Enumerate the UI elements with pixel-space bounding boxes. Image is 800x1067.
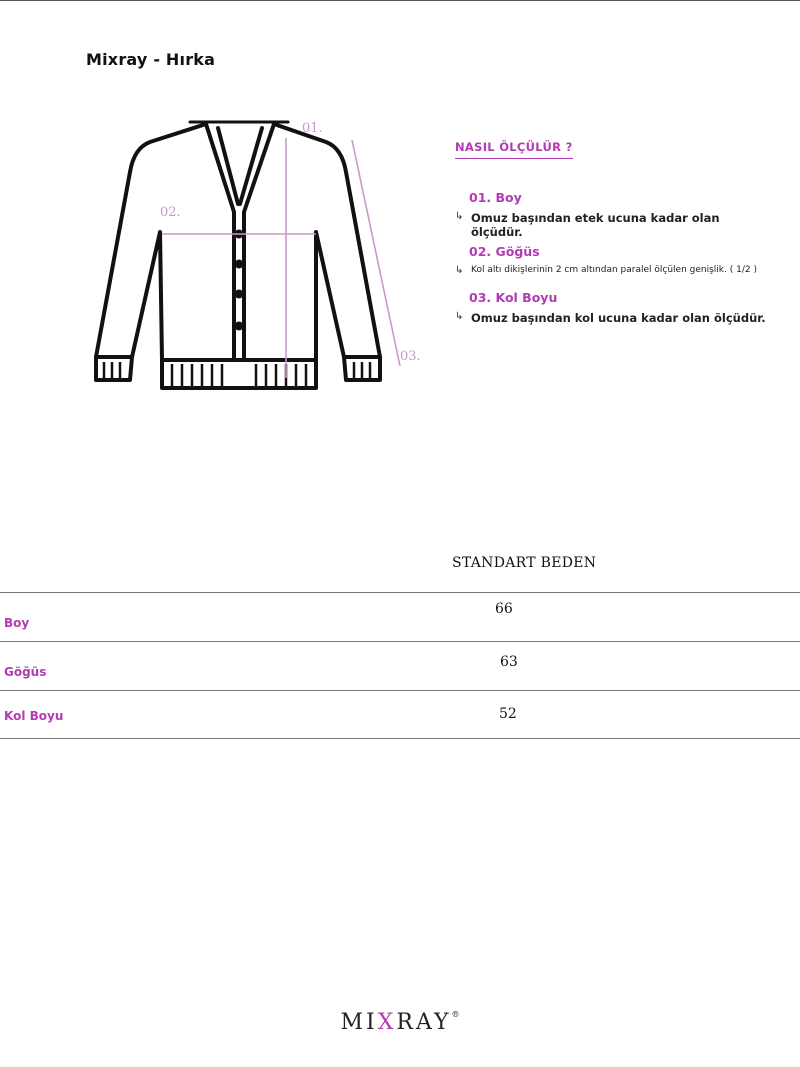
label-gogus: 02. bbox=[160, 205, 181, 220]
row-value: 63 bbox=[500, 654, 518, 670]
measurement-guide bbox=[455, 136, 775, 325]
guide-item-title: 01. Boy bbox=[469, 190, 522, 205]
label-kol: 03. bbox=[400, 349, 421, 364]
guide-item-title: 03. Kol Boyu bbox=[469, 290, 558, 305]
table-divider bbox=[0, 641, 800, 642]
arrow-icon: ↳ bbox=[455, 311, 464, 322]
guide-item-description: Omuz başından kol ucuna kadar olan ölçüdür. bbox=[471, 311, 766, 325]
cardigan-collar-inner bbox=[218, 128, 262, 204]
cardigan-diagram bbox=[88, 112, 428, 402]
hem-band bbox=[162, 360, 316, 388]
row-value: 66 bbox=[495, 601, 513, 617]
guide-heading: NASIL ÖLÇÜLÜR ? bbox=[455, 140, 573, 159]
guide-item-kol-boyu bbox=[455, 290, 766, 325]
size-table-header: STANDART BEDEN bbox=[452, 555, 597, 571]
row-value: 52 bbox=[499, 706, 517, 722]
guide-item-title: 02. Göğüs bbox=[469, 244, 540, 259]
brand-logo: MIXRAY® bbox=[340, 1010, 460, 1035]
left-cuff bbox=[96, 357, 132, 380]
measure-guides bbox=[162, 138, 400, 378]
ribbing bbox=[104, 362, 370, 386]
guide-item-gogus bbox=[455, 244, 757, 276]
guide-item-boy bbox=[455, 190, 775, 239]
arrow-icon: ↳ bbox=[455, 265, 464, 276]
row-label: Boy bbox=[4, 616, 30, 630]
table-divider bbox=[0, 592, 800, 593]
arrow-icon: ↳ bbox=[455, 211, 464, 222]
label-boy: 01. bbox=[302, 121, 323, 136]
guide-item-description: Omuz başından etek ucuna kadar olan ölçüdür. bbox=[471, 211, 720, 239]
page-title: Mixray - Hırka bbox=[86, 50, 216, 69]
table-divider bbox=[0, 738, 800, 739]
guide-item-description: Kol altı dikişlerinin 2 cm altından paralel ölçülen genişlik. ( 1/2 ) bbox=[471, 265, 757, 275]
table-divider bbox=[0, 690, 800, 691]
row-label: Kol Boyu bbox=[4, 709, 64, 723]
row-label: Göğüs bbox=[4, 665, 47, 679]
top-border bbox=[0, 0, 800, 1]
